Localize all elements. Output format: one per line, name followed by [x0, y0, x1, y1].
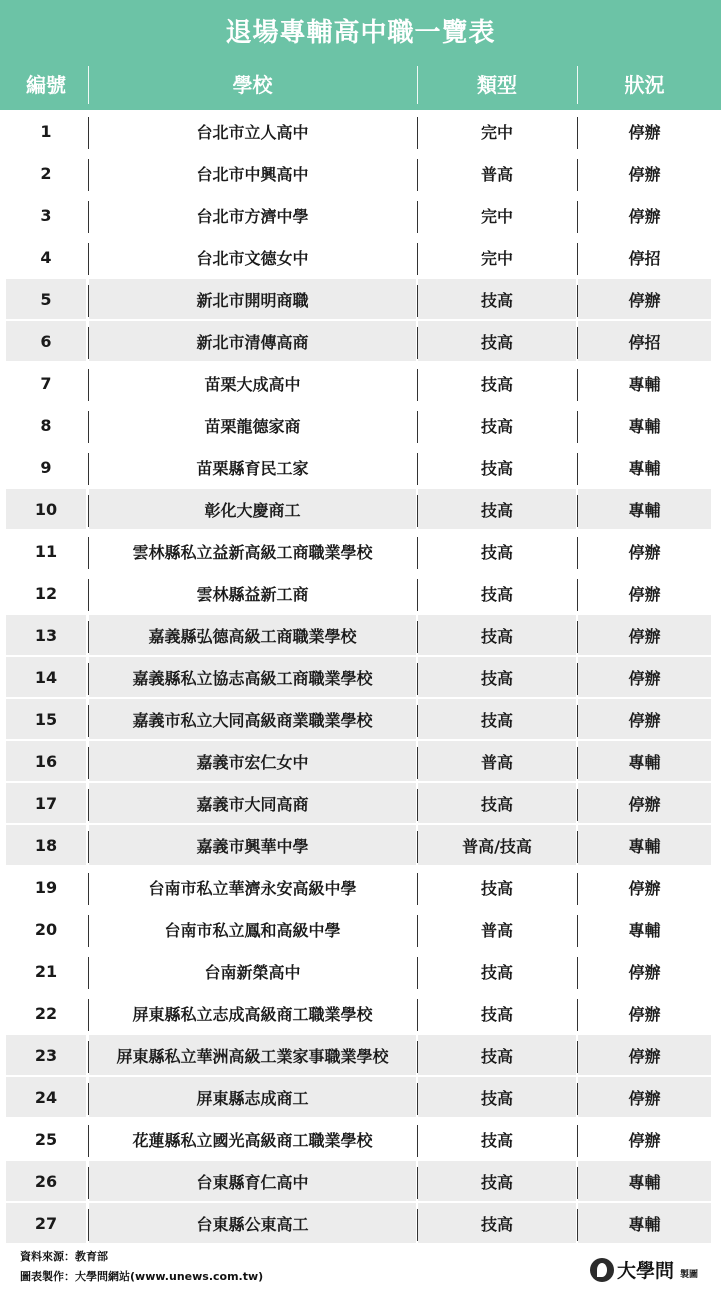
school-type: 技高: [418, 1203, 576, 1243]
school-name: 屏東縣私立華洲高級工業家事職業學校: [89, 1035, 416, 1075]
school-name: 台北市文德女中: [196, 248, 309, 268]
school-type: 技高: [480, 416, 513, 436]
column-divider: [88, 1209, 89, 1241]
column-divider: [88, 285, 89, 317]
row-number: 3: [40, 205, 52, 225]
table-row: [0, 405, 721, 447]
school-type: 技高: [418, 657, 576, 697]
school-table: [0, 111, 721, 1245]
column-divider: [88, 453, 89, 485]
school-type: 技高: [418, 1035, 576, 1075]
table-row: [0, 447, 721, 489]
table-row: [0, 489, 721, 531]
table-row: [0, 1161, 721, 1203]
table-row: [0, 615, 721, 657]
column-divider: [417, 747, 418, 779]
school-type: 普高: [480, 920, 513, 940]
row-number: 8: [40, 415, 52, 435]
column-divider: [417, 831, 418, 863]
table-header: [0, 0, 721, 110]
column-divider: [417, 999, 418, 1031]
column-divider: [88, 1041, 89, 1073]
row-number: 7: [40, 373, 52, 393]
table-row: [0, 951, 721, 993]
column-divider: [88, 873, 89, 905]
column-divider: [577, 243, 578, 275]
column-header-no: 編號: [26, 72, 66, 97]
school-status: 停辦: [578, 783, 711, 823]
row-number: 5: [6, 279, 86, 319]
row-number: 12: [34, 583, 58, 603]
column-divider: [577, 1041, 578, 1073]
column-divider: [417, 159, 418, 191]
school-status: 專輔: [578, 1161, 711, 1201]
school-status: 停辦: [578, 1077, 711, 1117]
brand-logo: [590, 1256, 698, 1283]
column-divider: [577, 1167, 578, 1199]
school-status: 專輔: [628, 374, 661, 394]
school-type: 技高: [480, 1004, 513, 1024]
row-number: 21: [34, 961, 58, 981]
table-row: [0, 825, 721, 867]
column-divider: [577, 663, 578, 695]
school-type: 技高: [480, 584, 513, 604]
source-note: 資料來源：教育部: [20, 1250, 108, 1263]
column-divider: [577, 1125, 578, 1157]
column-divider: [417, 621, 418, 653]
school-type: 技高: [418, 321, 576, 361]
school-status: 停辦: [628, 584, 661, 604]
column-divider: [417, 453, 418, 485]
school-type: 普高: [418, 741, 576, 781]
table-row: [0, 153, 721, 195]
table-row: [0, 1077, 721, 1119]
row-number: 1: [40, 121, 52, 141]
column-divider: [577, 159, 578, 191]
row-number: 4: [40, 247, 52, 267]
school-name: 嘉義市宏仁女中: [89, 741, 416, 781]
school-name: 雲林縣私立益新高級工商職業學校: [132, 542, 373, 562]
school-name: 苗栗大成高中: [204, 374, 301, 394]
school-name: 苗栗縣育民工家: [196, 458, 309, 478]
school-name: 台北市方濟中學: [196, 206, 309, 226]
column-divider: [88, 495, 89, 527]
column-divider: [417, 537, 418, 569]
row-number: 10: [6, 489, 86, 529]
school-type: 技高: [480, 962, 513, 982]
row-number: 22: [34, 1003, 58, 1023]
column-divider: [417, 495, 418, 527]
column-divider: [88, 369, 89, 401]
column-divider: [577, 453, 578, 485]
column-divider: [417, 915, 418, 947]
column-divider: [577, 957, 578, 989]
school-status: 停辦: [578, 1035, 711, 1075]
school-name: 台南新榮高中: [204, 962, 301, 982]
table-row: [0, 195, 721, 237]
column-divider: [577, 1083, 578, 1115]
column-divider: [417, 411, 418, 443]
logo-text: 大學問: [617, 1260, 675, 1282]
column-divider: [88, 579, 89, 611]
row-number: 24: [6, 1077, 86, 1117]
column-divider: [417, 663, 418, 695]
school-name: 台東縣育仁高中: [89, 1161, 416, 1201]
row-number: 6: [6, 321, 86, 361]
column-divider: [88, 957, 89, 989]
school-type: 技高: [418, 1077, 576, 1117]
school-name: 嘉義縣私立協志高級工商職業學校: [89, 657, 416, 697]
column-divider: [577, 621, 578, 653]
row-number: 14: [6, 657, 86, 697]
column-divider: [577, 831, 578, 863]
row-number: 13: [6, 615, 86, 655]
column-header-type: 類型: [477, 72, 517, 97]
column-divider: [417, 327, 418, 359]
column-divider: [577, 537, 578, 569]
school-status: 停招: [628, 248, 661, 268]
column-divider: [88, 663, 89, 695]
column-divider: [417, 705, 418, 737]
school-status: 專輔: [628, 458, 661, 478]
school-name: 屏東縣私立志成高級商工職業學校: [132, 1004, 373, 1024]
school-type: 完中: [480, 206, 513, 226]
column-divider: [88, 831, 89, 863]
page-title: 退場專輔高中職一覽表: [225, 18, 496, 48]
row-number: 9: [40, 457, 52, 477]
school-status: 停辦: [628, 542, 661, 562]
school-name: 台北市中興高中: [196, 164, 309, 184]
school-status: 專輔: [578, 1203, 711, 1243]
row-number: 20: [34, 919, 58, 939]
column-divider: [417, 1125, 418, 1157]
table-row: [0, 1119, 721, 1161]
row-number: 23: [6, 1035, 86, 1075]
column-divider: [88, 789, 89, 821]
table-row: [0, 237, 721, 279]
table-row: [0, 111, 721, 153]
column-divider: [417, 1083, 418, 1115]
logo-icon: [590, 1258, 614, 1282]
school-status: 停辦: [628, 1130, 661, 1150]
school-status: 停辦: [628, 962, 661, 982]
school-type: 完中: [480, 248, 513, 268]
school-type: 技高: [480, 458, 513, 478]
column-divider: [417, 579, 418, 611]
school-name: 新北市開明商職: [89, 279, 416, 319]
column-divider: [417, 117, 418, 149]
column-divider: [88, 243, 89, 275]
school-name: 台南市私立鳳和高級中學: [164, 920, 341, 940]
school-type: 普高: [480, 164, 513, 184]
column-divider: [577, 873, 578, 905]
column-header-school: 學校: [232, 72, 273, 97]
table-row: [0, 1035, 721, 1077]
column-divider: [88, 915, 89, 947]
column-divider: [577, 117, 578, 149]
school-status: 停辦: [628, 122, 661, 142]
school-status: 停辦: [578, 615, 711, 655]
row-number: 18: [6, 825, 86, 865]
column-divider: [577, 201, 578, 233]
school-name: 彰化大慶商工: [89, 489, 416, 529]
column-divider: [417, 873, 418, 905]
column-divider: [577, 705, 578, 737]
school-type: 技高: [480, 542, 513, 562]
table-row: [0, 531, 721, 573]
column-divider: [417, 957, 418, 989]
column-divider: [88, 327, 89, 359]
credit-note: 圖表製作：大學問網站(www.unews.com.tw): [20, 1270, 264, 1283]
school-type: 普高/技高: [418, 825, 576, 865]
school-status: 專輔: [578, 741, 711, 781]
table-row: [0, 321, 721, 363]
school-name: 嘉義市大同高商: [89, 783, 416, 823]
school-type: 技高: [418, 783, 576, 823]
footer: [0, 1246, 721, 1291]
column-divider: [88, 1167, 89, 1199]
table-row: [0, 657, 721, 699]
table-row: [0, 909, 721, 951]
table-row: [0, 741, 721, 783]
column-divider: [577, 369, 578, 401]
row-number: 19: [34, 877, 58, 897]
column-divider: [417, 369, 418, 401]
school-status: 停辦: [628, 206, 661, 226]
table-row: [0, 993, 721, 1035]
column-divider: [417, 201, 418, 233]
column-divider: [88, 1083, 89, 1115]
row-number: 15: [6, 699, 86, 739]
school-name: 嘉義市興華中學: [89, 825, 416, 865]
school-status: 停辦: [628, 164, 661, 184]
school-name: 嘉義市私立大同高級商業職業學校: [89, 699, 416, 739]
school-name: 屏東縣志成商工: [89, 1077, 416, 1117]
school-type: 技高: [418, 699, 576, 739]
school-type: 技高: [418, 489, 576, 529]
column-divider: [417, 1041, 418, 1073]
row-number: 26: [6, 1161, 86, 1201]
row-number: 2: [40, 163, 52, 183]
school-name: 台北市立人高中: [196, 122, 309, 142]
column-divider: [417, 243, 418, 275]
school-type: 技高: [418, 279, 576, 319]
column-divider: [417, 789, 418, 821]
column-divider: [88, 159, 89, 191]
school-type: 技高: [418, 615, 576, 655]
school-type: 技高: [480, 374, 513, 394]
row-number: 25: [34, 1129, 58, 1149]
table-row: [0, 699, 721, 741]
school-type: 技高: [480, 1130, 513, 1150]
column-divider: [88, 411, 89, 443]
table-row: [0, 783, 721, 825]
school-status: 停辦: [578, 279, 711, 319]
column-divider: [88, 747, 89, 779]
table-row: [0, 867, 721, 909]
logo-subtext: 製圖: [680, 1270, 699, 1280]
school-status: 停辦: [578, 657, 711, 697]
row-number: 11: [34, 541, 58, 561]
column-divider: [577, 999, 578, 1031]
column-divider: [577, 327, 578, 359]
school-name: 嘉義縣弘德高級工商職業學校: [89, 615, 416, 655]
column-divider: [577, 915, 578, 947]
school-name: 新北市清傳高商: [89, 321, 416, 361]
column-divider: [88, 1125, 89, 1157]
school-name: 雲林縣益新工商: [196, 584, 309, 604]
table-row: [0, 573, 721, 615]
column-divider: [417, 1209, 418, 1241]
column-divider: [88, 117, 89, 149]
school-status: 專輔: [578, 825, 711, 865]
school-status: 停招: [578, 321, 711, 361]
school-name: 花蓮縣私立國光高級商工職業學校: [132, 1130, 373, 1150]
column-divider: [417, 1167, 418, 1199]
school-type: 技高: [480, 878, 513, 898]
school-status: 停辦: [628, 1004, 661, 1024]
column-divider: [88, 537, 89, 569]
school-status: 專輔: [628, 416, 661, 436]
column-divider: [577, 411, 578, 443]
school-name: 苗栗龍德家商: [204, 416, 301, 436]
column-divider: [88, 705, 89, 737]
table-row: [0, 363, 721, 405]
column-divider: [577, 747, 578, 779]
row-number: 17: [6, 783, 86, 823]
school-status: 停辦: [578, 699, 711, 739]
column-divider: [577, 285, 578, 317]
column-divider: [88, 201, 89, 233]
column-divider: [88, 999, 89, 1031]
school-type: 技高: [418, 1161, 576, 1201]
school-status: 專輔: [628, 920, 661, 940]
table-row: [0, 1203, 721, 1245]
school-status: 停辦: [628, 878, 661, 898]
row-number: 16: [6, 741, 86, 781]
column-divider: [577, 495, 578, 527]
column-divider: [577, 579, 578, 611]
school-type: 完中: [480, 122, 513, 142]
school-name: 台東縣公東高工: [89, 1203, 416, 1243]
school-status: 專輔: [578, 489, 711, 529]
column-divider: [577, 1209, 578, 1241]
table-row: [0, 279, 721, 321]
column-header-status: 狀況: [624, 72, 665, 97]
row-number: 27: [6, 1203, 86, 1243]
column-divider: [577, 789, 578, 821]
school-name: 台南市私立華濟永安高級中學: [148, 878, 357, 898]
column-divider: [88, 621, 89, 653]
column-divider: [417, 285, 418, 317]
